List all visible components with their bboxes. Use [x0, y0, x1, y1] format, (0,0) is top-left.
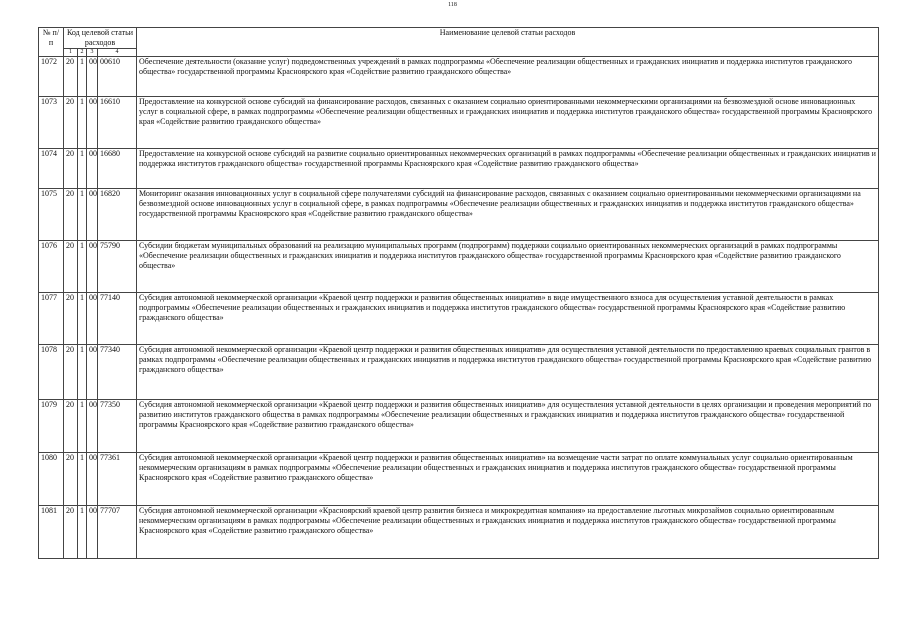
column-number: 2	[78, 49, 87, 57]
row-number: 1079	[39, 400, 64, 453]
code-part-4: 77361	[98, 453, 137, 506]
table-row	[39, 506, 879, 559]
expense-name: Субсидия автономной некоммерческой организации «Красноярский краевой центр развития бизнеса и микрокредитная компания» на предоставление льготных микрозаймов социально ориентированным некоммерческим организациям в рамках подпрограммы «Обеспечение реализации общественных и гражданских инициатив и поддержка институтов гражданского общества» государственной программы Красноярского края «Содействие развитию гражданского общества»	[137, 506, 879, 559]
column-number: 1	[64, 49, 78, 57]
row-number: 1080	[39, 453, 64, 506]
expense-name: Предоставление на конкурсной основе субсидий на развитие социально ориентированных некоммерческих организаций в рамках подпрограммы «Обеспечение реализации общественных и гражданских инициатив и поддержка институтов гражданского общества» государственной программы Красноярского края «Содействие развитию гражданского общества»	[137, 149, 879, 189]
table-row	[39, 345, 879, 400]
row-number: 1077	[39, 293, 64, 345]
table-row	[39, 241, 879, 293]
expense-name: Обеспечение деятельности (оказание услуг) подведомственных учреждений в рамках подпрограммы «Обеспечение реализации общественных и гражданских инициатив и поддержка институтов гражданского общества» государственной программы Красноярского края «Содействие развитию гражданского общества»	[137, 57, 879, 97]
column-header-name: Наименование целевой статьи расходов	[137, 28, 879, 57]
budget-table	[38, 27, 879, 559]
code-part-4: 75790	[98, 241, 137, 293]
table-row	[39, 400, 879, 453]
code-part-3: 00	[87, 400, 98, 453]
code-part-3: 00	[87, 241, 98, 293]
expense-name: Субсидия автономной некоммерческой организации «Краевой центр поддержки и развития общественных инициатив» для осуществления уставной деятельности в целях организации и проведения мероприятий по развитию институтов гражданского общества в рамках подпрограммы «Обеспечение реализации общественных и гражданских инициатив и поддержка институтов гражданского общества» государственной программы Красноярского края «Содействие развитию гражданского общества»	[137, 400, 879, 453]
code-part-1: 20	[64, 345, 78, 400]
code-part-2: 1	[78, 506, 87, 559]
code-part-3: 00	[87, 506, 98, 559]
code-part-2: 1	[78, 57, 87, 97]
page-number: 118	[448, 2, 457, 8]
code-part-1: 20	[64, 293, 78, 345]
expense-name: Субсидия автономной некоммерческой организации «Краевой центр поддержки и развития общественных инициатив» в виде имущественного взноса для осуществления уставной деятельности в рамках подпрограммы «Обеспечение реализации общественных и гражданских инициатив и поддержка институтов гражданского общества» государственной программы Красноярского края «Содействие развитию гражданского общества»	[137, 293, 879, 345]
row-number: 1081	[39, 506, 64, 559]
row-number: 1073	[39, 97, 64, 149]
code-part-4: 00610	[98, 57, 137, 97]
column-header-code: Код целевой статьи расходов	[64, 28, 137, 49]
expense-name: Предоставление на конкурсной основе субсидий на финансирование расходов, связанных с оказанием социально ориентированными некоммерческими организациями на безвозмездной основе инновационных услуг в социальной сфере, в рамках подпрограммы «Обеспечение реализации общественных и гражданских инициатив и поддержка институтов гражданского общества» государственной программы Красноярского края «Содействие развитию гражданского общества»	[137, 97, 879, 149]
code-part-1: 20	[64, 57, 78, 97]
code-part-3: 00	[87, 149, 98, 189]
row-number: 1072	[39, 57, 64, 97]
code-part-2: 1	[78, 149, 87, 189]
code-part-4: 77340	[98, 345, 137, 400]
code-part-4: 16610	[98, 97, 137, 149]
row-number: 1074	[39, 149, 64, 189]
row-number: 1076	[39, 241, 64, 293]
code-part-1: 20	[64, 189, 78, 241]
code-part-1: 20	[64, 506, 78, 559]
code-part-2: 1	[78, 241, 87, 293]
table-header-row	[39, 28, 879, 49]
table-row	[39, 149, 879, 189]
code-part-3: 00	[87, 97, 98, 149]
code-part-2: 1	[78, 345, 87, 400]
code-part-2: 1	[78, 453, 87, 506]
table-row	[39, 453, 879, 506]
code-part-1: 20	[64, 453, 78, 506]
column-number: 4	[98, 49, 137, 57]
code-part-1: 20	[64, 400, 78, 453]
table-row	[39, 189, 879, 241]
code-part-3: 00	[87, 453, 98, 506]
code-part-4: 16820	[98, 189, 137, 241]
code-part-2: 1	[78, 189, 87, 241]
code-part-1: 20	[64, 97, 78, 149]
expense-name: Мониторинг оказания инновационных услуг в социальной сфере получателями субсидий на финансирование расходов, связанных с оказанием социально ориентированными некоммерческими организациями на безвозмездной основе инновационных услуг в социальной сфере, в рамках подпрограммы «Обеспечение реализации общественных и гражданских инициатив и поддержка институтов гражданского общества» государственной программы Красноярского края «Содействие развитию гражданского общества»	[137, 189, 879, 241]
expense-name: Субсидия автономной некоммерческой организации «Краевой центр поддержки и развития общественных инициатив» на возмещение части затрат по оплате коммунальных услуг социально ориентированным некоммерческим организациям в рамках подпрограммы «Обеспечение реализации общественных и гражданских инициатив и поддержка институтов гражданского общества» государственной программы Красноярского края «Содействие развитию гражданского общества»	[137, 453, 879, 506]
code-part-3: 00	[87, 57, 98, 97]
column-number: 3	[87, 49, 98, 57]
code-part-4: 77350	[98, 400, 137, 453]
table-row	[39, 57, 879, 97]
row-number: 1075	[39, 189, 64, 241]
code-part-2: 1	[78, 97, 87, 149]
code-part-4: 16680	[98, 149, 137, 189]
code-part-4: 77140	[98, 293, 137, 345]
code-part-4: 77707	[98, 506, 137, 559]
table-row	[39, 97, 879, 149]
code-part-3: 00	[87, 293, 98, 345]
expense-name: Субсидии бюджетам муниципальных образований на реализацию муниципальных программ (подпрограмм) поддержки социально ориентированных некоммерческих организаций в рамках подпрограммы «Обеспечение реализации общественных и гражданских инициатив и поддержка институтов гражданского общества» государственной программы Красноярского края «Содействие развитию гражданского общества»	[137, 241, 879, 293]
code-part-2: 1	[78, 400, 87, 453]
expense-name: Субсидия автономной некоммерческой организации «Краевой центр поддержки и развития общественных инициатив» для осуществления уставной деятельности по предоставлению краевых социальных грантов в рамках подпрограммы «Обеспечение реализации общественных и гражданских инициатив и поддержка институтов гражданского общества» государственной программы Красноярского края «Содействие развитию гражданского общества»	[137, 345, 879, 400]
table-row	[39, 293, 879, 345]
code-part-3: 00	[87, 345, 98, 400]
code-part-1: 20	[64, 149, 78, 189]
code-part-3: 00	[87, 189, 98, 241]
code-part-1: 20	[64, 241, 78, 293]
row-number: 1078	[39, 345, 64, 400]
column-header-num: № п/п	[39, 28, 64, 57]
code-part-2: 1	[78, 293, 87, 345]
